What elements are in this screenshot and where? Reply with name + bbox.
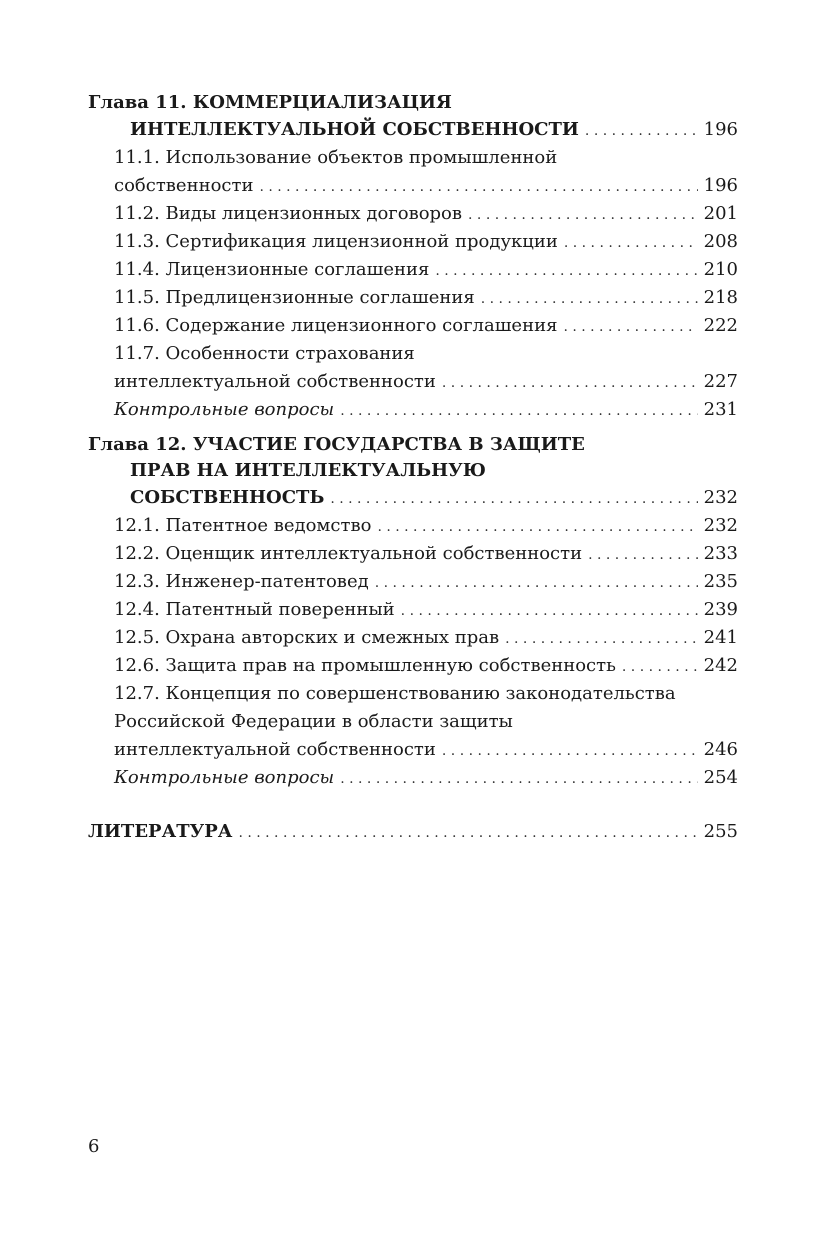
literature-title: ЛИТЕРАТУРА xyxy=(88,821,233,842)
dot-leader xyxy=(330,484,697,513)
toc-entry-page: 242 xyxy=(703,655,738,676)
toc-entry-text: 11.1. Использование объектов промышленной xyxy=(114,147,558,168)
chapter-12-title-line3: СОБСТВЕННОСТЬ xyxy=(130,487,325,508)
toc-entry-page: 218 xyxy=(703,287,738,308)
toc-entry-text: интеллектуальной собственности xyxy=(114,371,436,392)
chapter-11-prefix: Глава 11. xyxy=(88,92,187,113)
dot-leader xyxy=(563,312,697,341)
toc-entry-12-7 xyxy=(88,680,738,708)
toc-entry-page: 208 xyxy=(703,231,738,252)
dot-leader xyxy=(375,568,698,597)
toc-entry-11-3 xyxy=(88,228,738,256)
toc-entry-12-4 xyxy=(88,596,738,624)
toc-entry-12-questions xyxy=(88,764,738,792)
dot-leader xyxy=(564,228,698,257)
dot-leader xyxy=(585,116,698,145)
toc-entry-12-7-cont xyxy=(88,736,738,764)
toc-entry-text: 12.1. Патентное ведомство xyxy=(114,515,372,536)
chapter-11-page: 196 xyxy=(703,119,738,140)
toc-entry-11-5 xyxy=(88,284,738,312)
toc-entry-text: Российской Федерации в области защиты xyxy=(114,711,513,732)
toc-entry-11-questions xyxy=(88,396,738,424)
toc-entry-page: 227 xyxy=(703,371,738,392)
toc-entry-text: 11.7. Особенности страхования xyxy=(114,343,415,364)
toc-entry-text: собственности xyxy=(114,175,254,196)
toc-entry-page: 241 xyxy=(703,627,738,648)
chapter-12-title-line2-row xyxy=(88,458,738,484)
toc-entry-page: 233 xyxy=(703,543,738,564)
chapter-11-title-entry xyxy=(88,116,738,144)
toc-entry-text: 12.3. Инженер-патентовед xyxy=(114,571,369,592)
dot-leader xyxy=(377,512,697,541)
toc-entry-text: 11.6. Содержание лицензионного соглашения xyxy=(114,315,558,336)
dot-leader xyxy=(622,652,698,681)
toc-entry-11-7-cont xyxy=(88,368,738,396)
toc-entry-page: 254 xyxy=(703,767,738,788)
toc-entry-12-2 xyxy=(88,540,738,568)
dot-leader xyxy=(435,256,697,285)
dot-leader xyxy=(442,368,698,397)
dot-leader xyxy=(259,172,697,201)
toc-entry-text: 12.5. Охрана авторских и смежных прав xyxy=(114,627,500,648)
table-of-contents xyxy=(88,90,738,846)
dot-leader xyxy=(588,540,698,569)
chapter-11-heading xyxy=(88,90,738,116)
toc-entry-12-1 xyxy=(88,512,738,540)
toc-entry-text: интеллектуальной собственности xyxy=(114,739,436,760)
toc-entry-text: 12.4. Патентный поверенный xyxy=(114,599,395,620)
toc-entry-text: 11.5. Предлицензионные соглашения xyxy=(114,287,475,308)
toc-entry-11-1 xyxy=(88,144,738,172)
chapter-12-title-line1: УЧАСТИЕ ГОСУДАРСТВА В ЗАЩИТЕ xyxy=(192,434,585,455)
toc-entry-11-4 xyxy=(88,256,738,284)
toc-entry-11-2 xyxy=(88,200,738,228)
literature-entry xyxy=(88,818,738,846)
dot-leader xyxy=(401,596,698,625)
chapter-12-title-entry xyxy=(88,484,738,512)
toc-entry-text: 11.4. Лицензионные соглашения xyxy=(114,259,430,280)
page-number: 6 xyxy=(88,1136,100,1157)
chapter-12-heading xyxy=(88,432,738,458)
toc-entry-12-7-line2 xyxy=(88,708,738,736)
dot-leader xyxy=(468,200,698,229)
literature-page: 255 xyxy=(703,821,738,842)
dot-leader xyxy=(340,396,697,425)
toc-entry-text: 11.3. Сертификация лицензионной продукции xyxy=(114,231,558,252)
dot-leader xyxy=(340,764,697,793)
dot-leader xyxy=(481,284,698,313)
chapter-12-title-line2: ПРАВ НА ИНТЕЛЛЕКТУАЛЬНУЮ xyxy=(130,460,486,481)
toc-entry-11-7 xyxy=(88,340,738,368)
toc-entry-11-6 xyxy=(88,312,738,340)
toc-entry-page: 196 xyxy=(703,175,738,196)
toc-entry-text: 12.6. Защита прав на промышленную собственность xyxy=(114,655,616,676)
toc-entry-text: Контрольные вопросы xyxy=(114,767,335,788)
toc-entry-12-3 xyxy=(88,568,738,596)
chapter-12-page: 232 xyxy=(703,487,738,508)
toc-entry-page: 232 xyxy=(703,515,738,536)
chapter-12-prefix: Глава 12. xyxy=(88,434,187,455)
toc-entry-text: Контрольные вопросы xyxy=(114,399,335,420)
dot-leader xyxy=(442,736,698,765)
toc-entry-text: 11.2. Виды лицензионных договоров xyxy=(114,203,463,224)
toc-entry-12-6 xyxy=(88,652,738,680)
toc-entry-12-5 xyxy=(88,624,738,652)
toc-entry-text: 12.2. Оценщик интеллектуальной собственности xyxy=(114,543,583,564)
toc-entry-11-1-cont xyxy=(88,172,738,200)
chapter-11-title-line1: КОММЕРЦИАЛИЗАЦИЯ xyxy=(192,92,452,113)
toc-entry-page: 246 xyxy=(703,739,738,760)
toc-entry-page: 239 xyxy=(703,599,738,620)
dot-leader xyxy=(505,624,698,653)
toc-entry-page: 235 xyxy=(703,571,738,592)
toc-entry-page: 210 xyxy=(703,259,738,280)
toc-entry-page: 201 xyxy=(703,203,738,224)
toc-entry-page: 231 xyxy=(703,399,738,420)
dot-leader xyxy=(238,818,697,847)
toc-entry-page: 222 xyxy=(703,315,738,336)
chapter-11-title-line2: ИНТЕЛЛЕКТУАЛЬНОЙ СОБСТВЕННОСТИ xyxy=(130,119,579,140)
toc-entry-text: 12.7. Концепция по совершенствованию законодательства xyxy=(114,683,676,704)
